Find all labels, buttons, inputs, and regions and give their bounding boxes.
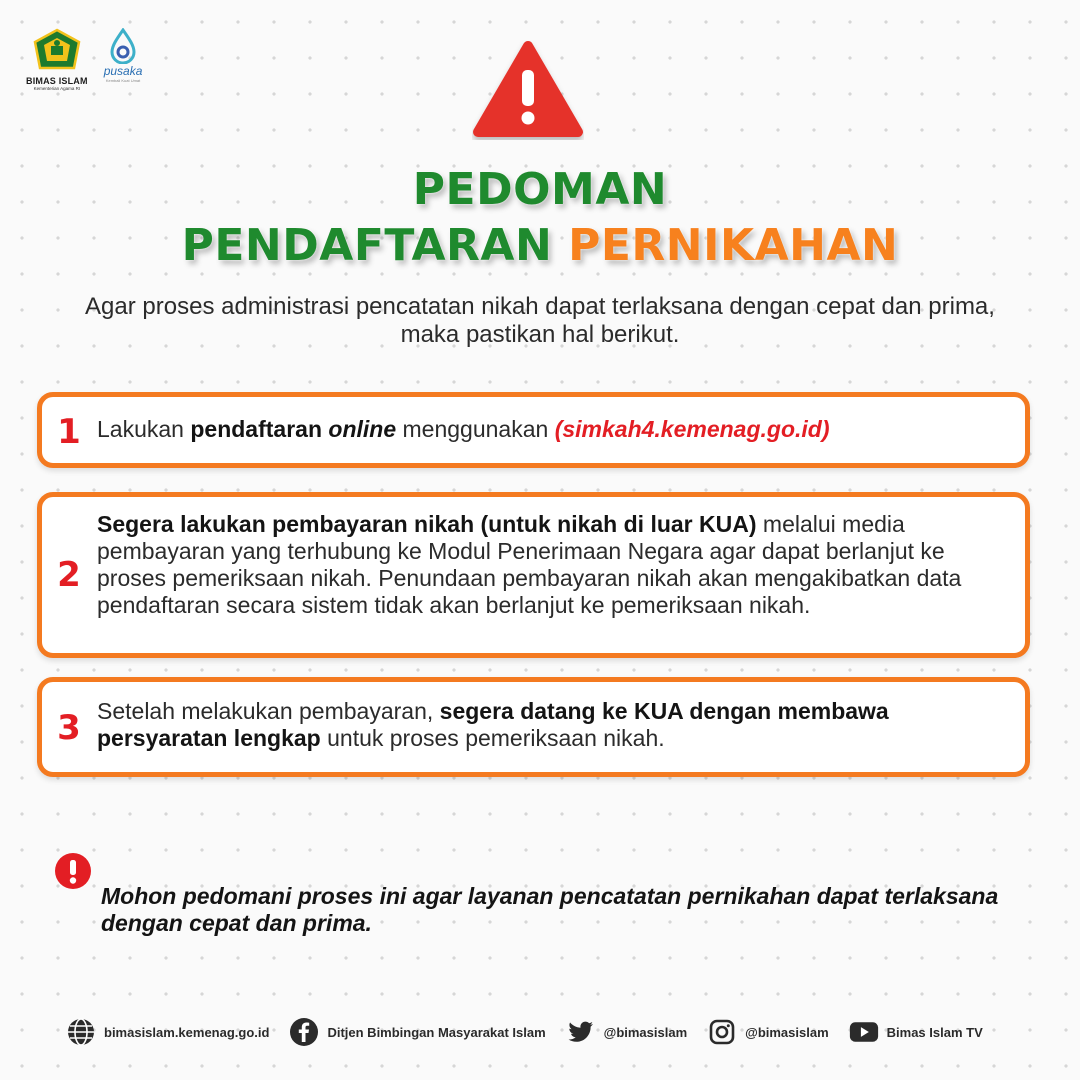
step-text-plain: menggunakan [396,416,555,442]
step-number: 2 [57,555,81,595]
footer-label: Ditjen Bimbingan Masyarakat Islam [327,1024,546,1040]
step-text-bold: segera datang ke KUA dengan membawa persyaratan lengkap [97,698,889,751]
step-text [97,416,1011,443]
title-orange-word: PERNIKAHAN [568,220,899,271]
footer-label: @bimasislam [745,1024,829,1040]
step-text [97,511,1011,619]
instagram-icon [707,1017,737,1047]
footer-label: @bimasislam [603,1024,688,1040]
footer-label: bimasislam.kemenag.go.id [104,1024,270,1040]
footer-youtube[interactable] [849,1017,983,1047]
step-number: 3 [57,708,81,748]
footer-website[interactable] [66,1017,269,1047]
pusaka-logo [104,28,143,83]
kemenag-emblem-icon [32,28,82,74]
pusaka-logo-sub: Kembali Kuat Umat [105,78,141,83]
youtube-icon [849,1017,879,1047]
bimas-islam-logo [26,28,88,91]
step-text-bold: Segera lakukan pembayaran nikah (untuk nikah di luar KUA) [97,511,757,537]
step-text-plain: Setelah melakukan pembayaran, [97,698,440,724]
step-text-bold: pendaftaran [190,416,329,442]
step-text-plain: Lakukan [97,416,191,442]
footer-social-bar [66,1015,1026,1049]
page-title-line-1: PEDOMAN [412,164,668,215]
bimas-logo-sub: Kementerian Agama RI [33,86,81,91]
step-card-1 [37,392,1030,468]
simkah-link[interactable]: (simkah4.kemenag.go.id) [554,416,830,442]
step-text-plain: untuk proses pemeriksaan nikah. [320,725,665,751]
alert-circle-icon [54,852,92,890]
step-text-bold-italic: online [328,416,397,442]
pusaka-logo-name: pusaka [103,64,143,78]
footer-instagram[interactable] [707,1017,829,1047]
footer-facebook[interactable] [289,1017,545,1047]
bimas-logo-name: BIMAS ISLAM [26,76,88,86]
step-number: 1 [57,412,81,452]
facebook-icon [289,1017,319,1047]
step-text [97,698,1011,752]
intro-text: Agar proses administrasi pencatatan nikah dapat terlaksana dengan cepat dan prima, maka pastikan hal berikut. [85,293,995,348]
title-green-word: PENDAFTARAN [181,220,553,271]
step-card-3 [37,677,1030,777]
globe-icon [66,1017,96,1047]
footer-twitter[interactable] [566,1017,688,1047]
page-title-line-2 [0,220,1080,271]
closing-note: Mohon pedomani proses ini agar layanan pencatatan pernikahan dapat terlaksana dengan cepat dan prima. [101,883,999,936]
step-card-2 [37,492,1030,658]
twitter-icon [566,1017,596,1047]
pusaka-drop-icon [108,28,138,64]
step-text-plain: melalui media pembayaran yang terhubung ke Modul Penerimaan Negara agar dapat berlanjut ke proses pemeriksaan nikah. Penundaan pembayaran nikah akan mengakibatkan data pendaftaran secara sistem tidak akan berlanjut ke pemeriksaan nikah. [97,511,962,618]
footer-label: Bimas Islam TV [886,1024,983,1040]
logo-group [26,28,142,91]
warning-triangle-icon [472,40,584,140]
